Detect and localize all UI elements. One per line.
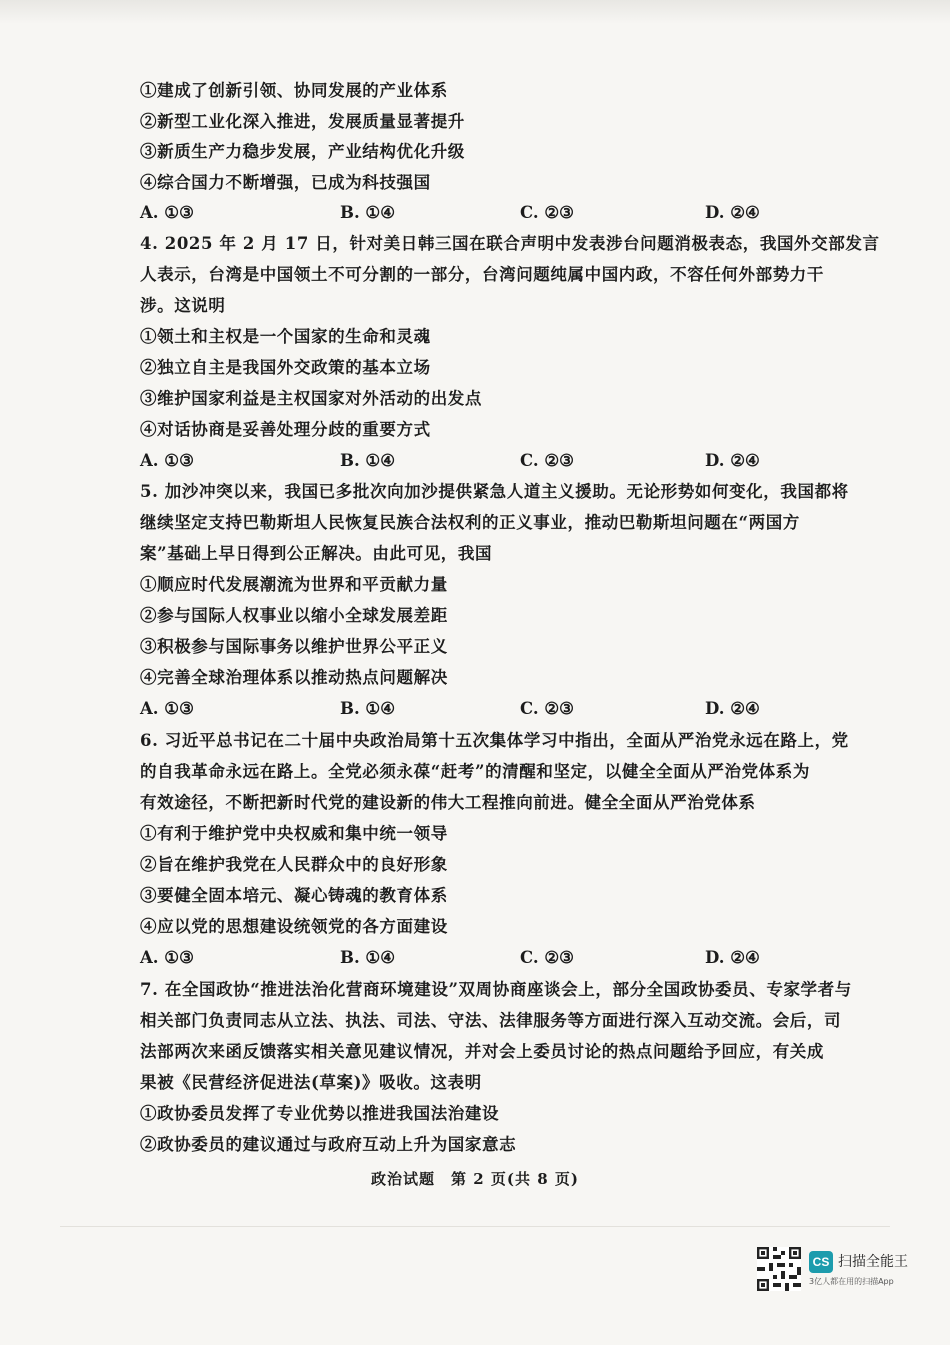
- choice-d: D. ②④: [705, 699, 760, 718]
- camscanner-name: 扫描全能王: [838, 1254, 908, 1270]
- option: ④完善全球治理体系以推动热点问题解决: [140, 668, 448, 687]
- choice-d: D. ②④: [705, 451, 760, 470]
- choice-c: C. ②③: [520, 203, 574, 222]
- option: ②新型工业化深入推进，发展质量显著提升: [140, 112, 465, 131]
- option: ②独立自主是我国外交政策的基本立场: [140, 358, 431, 377]
- option: ②参与国际人权事业以缩小全球发展差距: [140, 606, 448, 625]
- question-7-stem: 法部两次来函反馈落实相关意见建议情况，并对会上委员讨论的热点问题给予回应，有关成: [140, 1042, 824, 1061]
- choice-d: D. ②④: [705, 948, 760, 967]
- camscanner-logo-icon: CS: [809, 1251, 833, 1273]
- question-5-stem: 案”基础上早日得到公正解决。由此可见，我国: [140, 544, 493, 563]
- question-4-stem: 4. 2025 年 2 月 17 日，针对美日韩三国在联合声明中发表涉台问题消极表态，我国外交部发言: [140, 234, 880, 253]
- choice-d: D. ②④: [705, 203, 760, 222]
- question-7-stem: 7. 在全国政协“推进法治化营商环境建设”双周协商座谈会上，部分全国政协委员、专家学者与: [140, 980, 852, 999]
- choice-c: C. ②③: [520, 699, 574, 718]
- answer-choices: [140, 449, 860, 473]
- option: ④对话协商是妥善处理分歧的重要方式: [140, 420, 431, 439]
- option: ④应以党的思想建设统领党的各方面建设: [140, 917, 448, 936]
- page-footer: 政治试题 第 2 页(共 8 页): [371, 1170, 579, 1188]
- question-4-stem: 涉。这说明: [140, 296, 226, 315]
- option: ①建成了创新引领、协同发展的产业体系: [140, 81, 448, 100]
- option: ③积极参与国际事务以维护世界公平正义: [140, 637, 448, 656]
- question-6-stem: 有效途径，不断把新时代党的建设新的伟大工程推向前进。健全全面从严治党体系: [140, 793, 756, 812]
- camscanner-tagline: 3亿人都在用的扫描App: [809, 1277, 894, 1286]
- option: ①领土和主权是一个国家的生命和灵魂: [140, 327, 431, 346]
- divider: [60, 1226, 890, 1227]
- answer-choices: [140, 946, 860, 970]
- option: ①政协委员发挥了专业优势以推进我国法治建设: [140, 1104, 500, 1123]
- choice-a: A. ①③: [140, 948, 194, 967]
- choice-a: A. ①③: [140, 451, 194, 470]
- option: ①有利于维护党中央权威和集中统一领导: [140, 824, 448, 843]
- choice-b: B. ①④: [340, 699, 396, 718]
- question-6-stem: 的自我革命永远在路上。全党必须永葆“赶考”的清醒和坚定，以健全全面从严治党体系为: [140, 762, 810, 781]
- choice-b: B. ①④: [340, 203, 396, 222]
- answer-choices: [140, 201, 860, 225]
- option: ④综合国力不断增强，已成为科技强国: [140, 173, 431, 192]
- option: ③新质生产力稳步发展，产业结构优化升级: [140, 142, 465, 161]
- choice-a: A. ①③: [140, 203, 194, 222]
- question-7-stem: 果被《民营经济促进法(草案)》吸收。这表明: [140, 1073, 482, 1092]
- scan-top-band: [0, 0, 950, 24]
- qr-code-icon: [757, 1247, 801, 1291]
- option: ③要健全固本培元、凝心铸魂的教育体系: [140, 886, 448, 905]
- question-4-stem: 人表示，台湾是中国领土不可分割的一部分，台湾问题纯属中国内政，不容任何外部势力干: [140, 265, 824, 284]
- option: ①顺应时代发展潮流为世界和平贡献力量: [140, 575, 448, 594]
- answer-choices: [140, 697, 860, 721]
- choice-b: B. ①④: [340, 948, 396, 967]
- option: ②政协委员的建议通过与政府互动上升为国家意志: [140, 1135, 517, 1154]
- option: ③维护国家利益是主权国家对外活动的出发点: [140, 389, 482, 408]
- question-5-stem: 继续坚定支持巴勒斯坦人民恢复民族合法权利的正义事业，推动巴勒斯坦问题在“两国方: [140, 513, 800, 532]
- question-6-stem: 6. 习近平总书记在二十届中央政治局第十五次集体学习中指出，全面从严治党永远在路上，党: [140, 731, 849, 750]
- option: ②旨在维护我党在人民群众中的良好形象: [140, 855, 448, 874]
- choice-b: B. ①④: [340, 451, 396, 470]
- question-5-stem: 5. 加沙冲突以来，我国已多批次向加沙提供紧急人道主义援助。无论形势如何变化，我国都将: [140, 482, 849, 501]
- choice-c: C. ②③: [520, 948, 574, 967]
- choice-a: A. ①③: [140, 699, 194, 718]
- question-7-stem: 相关部门负责同志从立法、执法、司法、守法、法律服务等方面进行深入互动交流。会后，司: [140, 1011, 842, 1030]
- choice-c: C. ②③: [520, 451, 574, 470]
